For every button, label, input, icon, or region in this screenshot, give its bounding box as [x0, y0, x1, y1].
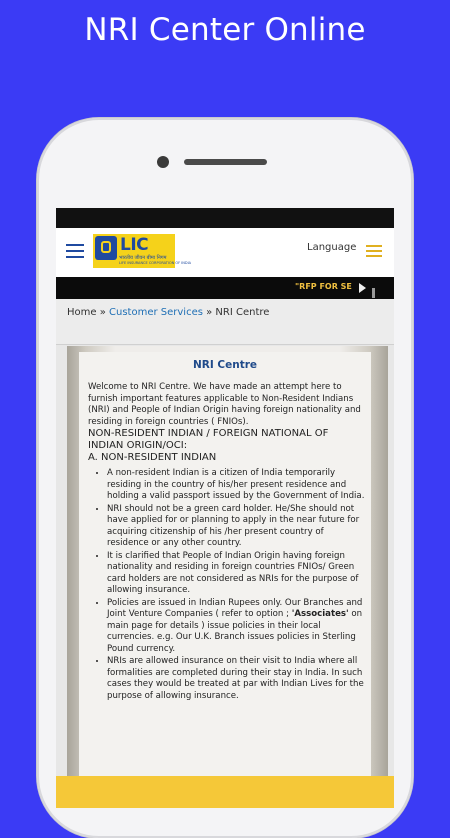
intro-text: Welcome to NRI Centre. We have made an attempt here to furnish important features applicable to Non-Resident Indians (NRI) and People of Indian Origin having foreign nationality and residing in foreign countries ( FNIOs).: [88, 382, 361, 427]
card-body: [88, 382, 366, 703]
list-item-text: on main page for details ) issue policies in their local currencies. e.g. Our U.K. Branch issues policies in Sterling Pound currency.: [107, 609, 363, 654]
list-item: • It is clarified that People of Indian Origin having foreign nationality and residing in foreign countries FNIOs/ Green card holders are not considered as NRIs for the purpose of allowing insurance.: [107, 551, 366, 597]
list-item-text: Policies are issued in Indian Rupees only. Our Branches and Joint Venture Companies ( refer to option ;: [107, 597, 363, 619]
ticker-text[interactable]: "RFP FOR SE: [295, 282, 352, 291]
list-item: • NRI should not be a green card holder. He/She should not have applied for or planning to apply in the near future for acquiring citizenship of his /her present country of residence or any other country.: [107, 504, 366, 550]
page-content: [56, 299, 394, 808]
card-title: NRI Centre: [192, 359, 258, 371]
breadcrumb-separator: »: [202, 307, 216, 318]
nri-centre-card: [79, 352, 371, 808]
phone-speaker: [184, 159, 267, 165]
hamburger-menu-icon[interactable]: [66, 244, 84, 258]
list-item: • A non-resident Indian is a citizen of India temporarily residing in the country of his/her present residence and holding a valid passport issued by the Government of India.: [107, 468, 366, 503]
associates-link[interactable]: 'Associates': [291, 609, 349, 619]
list-item: • NRIs are allowed insurance on their visit to India where all formalities are completed during their stay in India. In such cases they would be treated at par with Indian Lives for the purpose of allowing insurance.: [107, 656, 366, 702]
breadcrumb-current: NRI Centre: [215, 307, 270, 318]
breadcrumb: [56, 299, 394, 345]
language-label[interactable]: Language: [307, 242, 357, 253]
footer-bar: [56, 776, 394, 808]
content-panel: [67, 346, 388, 808]
logo-subtitle-en: LIFE INSURANCE CORPORATION OF INDIA: [119, 261, 192, 265]
pause-icon[interactable]: [372, 283, 380, 293]
subsection-heading: A. NON-RESIDENT INDIAN: [88, 452, 217, 463]
breadcrumb-home[interactable]: Home: [67, 307, 97, 318]
breadcrumb-customer-services[interactable]: Customer Services: [109, 307, 203, 318]
logo-text: LIC: [120, 235, 149, 255]
news-ticker: [56, 277, 394, 299]
app-header: [56, 228, 394, 277]
list-item: [107, 598, 366, 656]
logo-subtitle: भारतीय जीवन बीमा निगम: [119, 255, 167, 261]
lic-logo[interactable]: [93, 234, 192, 268]
phone-camera: [157, 156, 169, 168]
nri-bullet-list: [88, 468, 366, 702]
lic-emblem-icon: [95, 236, 117, 260]
language-menu-icon[interactable]: [366, 245, 382, 257]
promo-banner-title: NRI Center Online: [84, 12, 366, 48]
play-icon[interactable]: [359, 283, 366, 293]
phone-screen: [56, 208, 394, 808]
section-heading: NON-RESIDENT INDIAN / FOREIGN NATIONAL OF INDIAN ORIGIN/OCI:: [88, 428, 329, 451]
breadcrumb-separator: »: [96, 307, 110, 318]
